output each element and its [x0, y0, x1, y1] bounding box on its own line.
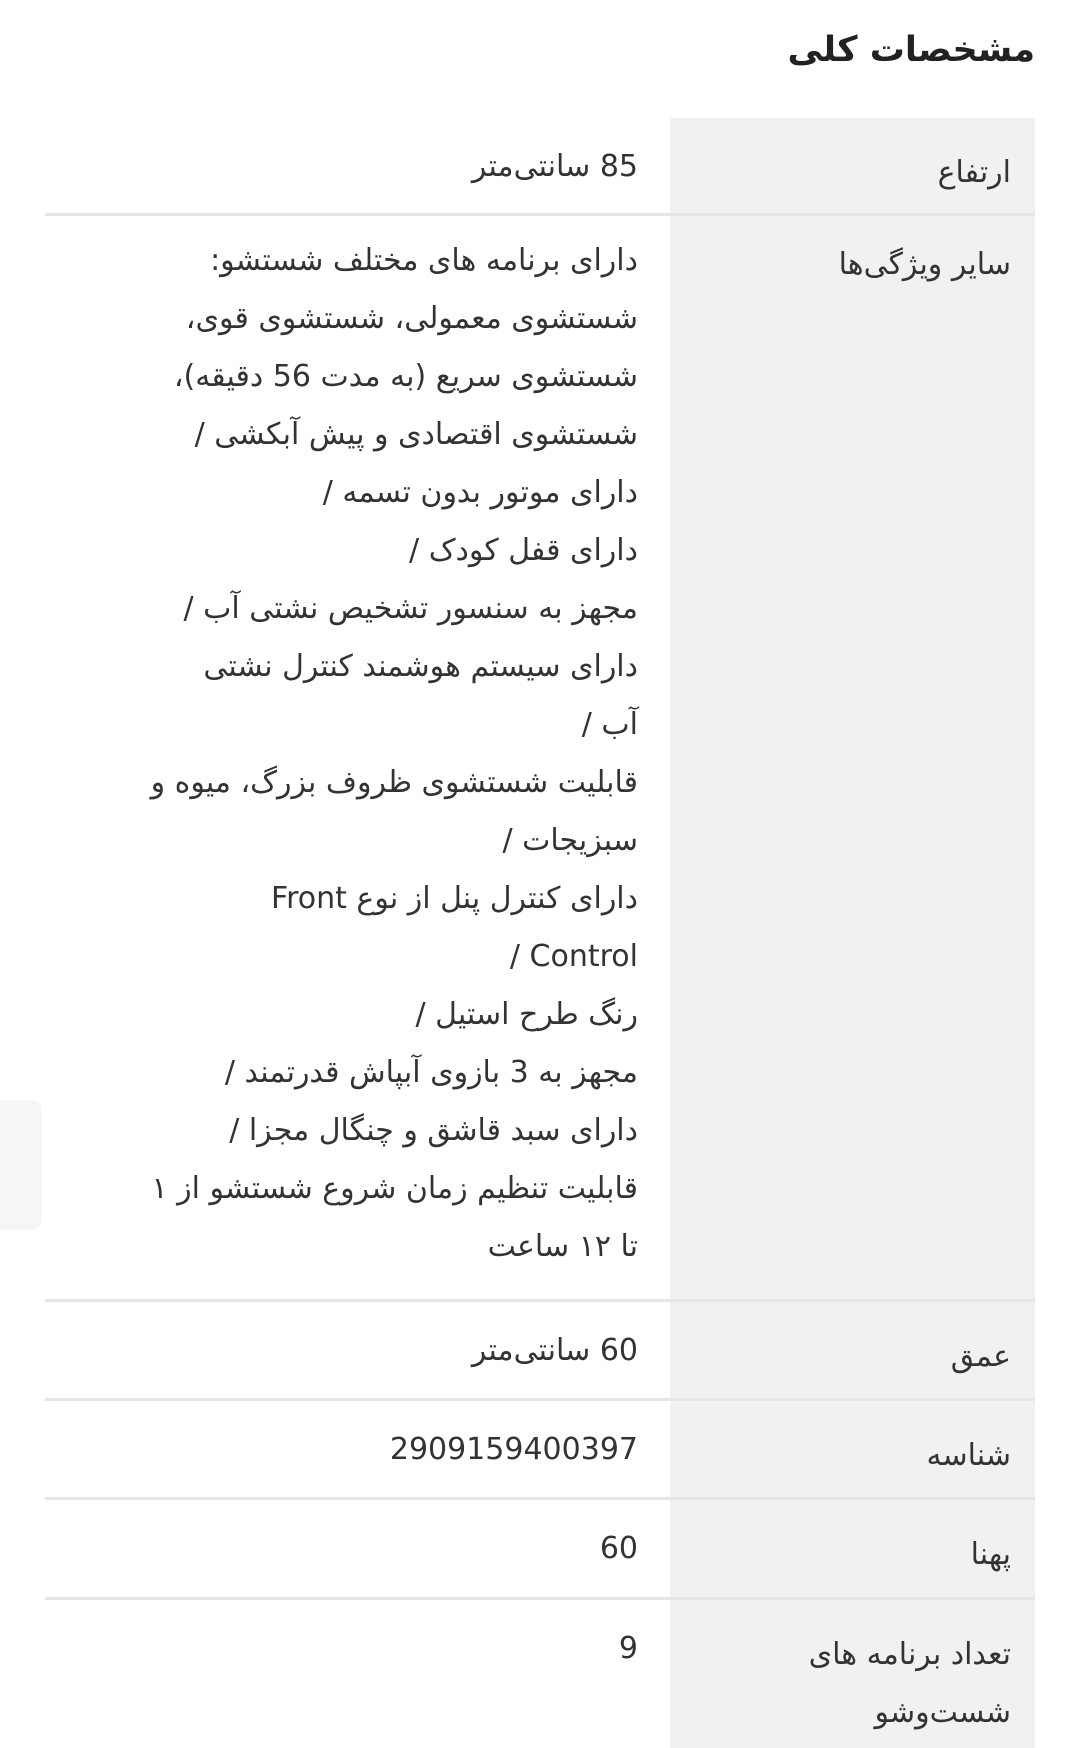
spec-row-other-features	[45, 216, 1035, 1302]
spec-value-line: رنگ طرح استیل /	[415, 997, 638, 1032]
spec-value	[45, 1500, 670, 1597]
spec-value-line: شستشوی اقتصادی و پیش آبکشی /	[194, 417, 638, 452]
spec-value-line: دارای کنترل پنل از نوع Front	[271, 881, 638, 916]
spec-value-line: دارای موتور بدون تسمه /	[322, 475, 638, 510]
spec-key: شناسه	[670, 1401, 1035, 1497]
spec-value	[45, 216, 670, 1299]
spec-value-line: Control /	[509, 939, 638, 974]
spec-value-line: دارای سبد قاشق و چنگال مجزا /	[229, 1113, 638, 1148]
spec-value-line: مجهز به 3 بازوی آبپاش قدرتمند /	[224, 1055, 638, 1090]
spec-row-depth	[45, 1302, 1035, 1401]
spec-key: پهنا	[670, 1500, 1035, 1597]
spec-value-line: 60 سانتی‌متر	[471, 1333, 638, 1368]
spec-row-identifier	[45, 1401, 1035, 1500]
spec-key	[670, 1600, 1035, 1748]
spec-value-line: شستشوی معمولی، شستشوی قوی،	[185, 301, 638, 336]
spec-key-line: تعداد برنامه های	[808, 1637, 1011, 1672]
spec-value-line: آب /	[581, 707, 638, 742]
spec-value-line: دارای برنامه های مختلف شستشو:	[210, 243, 638, 278]
spec-value-line: تا ۱۲ ساعت	[487, 1229, 638, 1264]
spec-value-line: 60	[599, 1531, 638, 1566]
spec-value	[45, 1401, 670, 1497]
spec-value	[45, 118, 670, 213]
spec-row-width	[45, 1500, 1035, 1600]
spec-key: عمق	[670, 1302, 1035, 1398]
spec-value-line: شستشوی سریع (به مدت 56 دقیقه)،	[173, 359, 638, 394]
spec-key: سایر ویژگی‌ها	[670, 216, 1035, 1299]
spec-value-line: 2909159400397	[389, 1432, 638, 1467]
spec-value-line: دارای سیستم هوشمند کنترل نشتی	[203, 649, 638, 684]
spec-value-line: قابلیت شستشوی ظروف بزرگ، میوه و	[150, 765, 638, 800]
spec-row-height	[45, 118, 1035, 216]
spec-value	[45, 1600, 670, 1748]
section-title: مشخصات کلی	[787, 30, 1035, 70]
spec-table	[45, 118, 1035, 1748]
spec-value	[45, 1302, 670, 1398]
spec-value-line: مجهز به سنسور تشخیص نشتی آب /	[183, 591, 638, 626]
spec-value-line: سبزیجات /	[502, 823, 638, 858]
spec-value-line: 9	[618, 1631, 638, 1666]
spec-value-line: 85 سانتی‌متر	[471, 149, 638, 184]
spec-key-line: شست‌وشو	[874, 1695, 1011, 1730]
spec-value-line: دارای قفل کودک /	[409, 533, 638, 568]
side-panel-handle[interactable]	[0, 1100, 42, 1230]
spec-key: ارتفاع	[670, 118, 1035, 213]
spec-row-program-count	[45, 1600, 1035, 1748]
spec-value-line: قابلیت تنظیم زمان شروع شستشو از ۱	[151, 1171, 638, 1206]
